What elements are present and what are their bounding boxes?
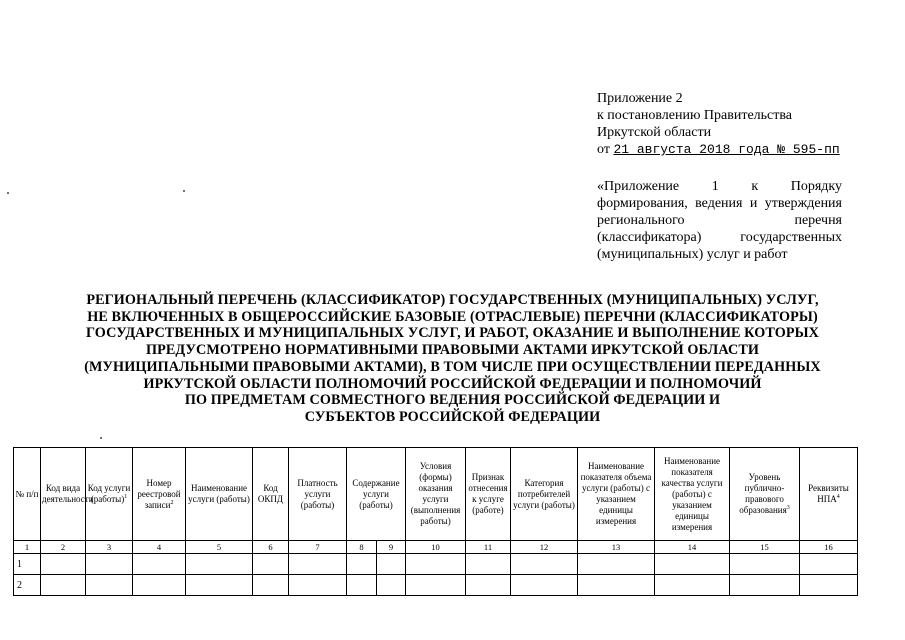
table-cell [186,575,253,596]
table-cell [466,554,511,575]
header-cell: Код вида деятельности [41,448,86,541]
table-cell [377,554,406,575]
column-number-row [14,541,858,554]
column-number: 5 [186,541,253,554]
header-cell: Наименование показателя качества услуги (работы) с указанием единицы измерения [655,448,730,541]
appendix2-block [597,90,842,158]
header-cell: Номер реестровой записи$^2$ [133,448,186,541]
column-number: 11 [466,541,511,554]
document-title [40,292,865,426]
table-cell [730,575,800,596]
title-line: СУБЪЕКТОВ РОССИЙСКОЙ ФЕДЕРАЦИИ [304,408,601,425]
header-cell: Уровень публично-правового образования$^3$ [730,448,800,541]
table-header-row [14,448,858,541]
title-line: ПРЕДУСМОТРЕНО НОРМАТИВНЫМИ ПРАВОВЫМИ АКТАМИ ИРКУТСКОЙ ОБЛАСТИ [145,342,760,359]
column-number: 7 [289,541,347,554]
scan-speck [7,192,9,194]
table-cell [406,554,466,575]
date-value: 21 августа 2018 года № 595-пп [613,142,840,157]
header-cell: Код услуги (работы)$^1$ [86,448,133,541]
classifier-table [13,447,858,596]
table-cell [347,554,377,575]
header-cell: Реквизиты НПА$^4$ [800,448,858,541]
table-cell [347,575,377,596]
table-cell [800,554,858,575]
appendix1-block: «Приложение 1 к Порядку формирования, ведения и утверждения регионального перечня (классификатора) государственных (муниципальных) услуг и работ [597,179,842,262]
table-cell [133,575,186,596]
table-cell [41,575,86,596]
table-cell [289,554,347,575]
table-cell [730,554,800,575]
title-line: ГОСУДАРСТВЕННЫХ И МУНИЦИПАЛЬНЫХ УСЛУГ, И РАБОТ, ОКАЗАНИЕ И ВЫПОЛНЕНИЕ КОТОРЫХ [86,325,819,342]
header-cell: № п/п [14,448,41,541]
scan-speck [100,437,102,439]
table-cell [511,554,578,575]
table-cell [406,575,466,596]
header-cell: Платность услуги (работы) [289,448,347,541]
table-cell [86,575,133,596]
title-line: НЕ ВКЛЮЧЕННЫХ В ОБЩЕРОССИЙСКИЕ БАЗОВЫЕ (ОТРАСЛЕВЫЕ) ПЕРЕЧНИ (КЛАССИФИКАТОРЫ) [87,308,818,325]
column-number: 15 [730,541,800,554]
title-line: ПО ПРЕДМЕТАМ СОВМЕСТНОГО ВЕДЕНИЯ РОССИЙСКОЙ ФЕДЕРАЦИИ И [184,392,721,409]
row-number: 1 [14,554,41,575]
table-cell [133,554,186,575]
column-number: 3 [86,541,133,554]
table-cell [578,554,655,575]
appendix2-line1: Приложение 2 [597,91,683,106]
table-cell [253,575,289,596]
table-cell [800,575,858,596]
table-cell [86,554,133,575]
table-cell [511,575,578,596]
column-number: 14 [655,541,730,554]
table-cell [655,554,730,575]
header-cell: Содержание услуги (работы) [347,448,406,541]
title-line: (МУНИЦИПАЛЬНЫМИ ПРАВОВЫМИ АКТАМИ), В ТОМ ЧИСЛЕ ПРИ ОСУЩЕСТВЛЕНИИ ПЕРЕДАННЫХ [84,358,821,375]
table-cell [466,575,511,596]
header-cell: Условия (формы) оказания услуги (выполнения работы) [406,448,466,541]
header-cell: Категория потребителей услуги (работы) [511,448,578,541]
title-line: РЕГИОНАЛЬНЫЙ ПЕРЕЧЕНЬ (КЛАССИФИКАТОР) ГОСУДАРСТВЕННЫХ (МУНИЦИПАЛЬНЫХ) УСЛУГ, [86,292,819,308]
column-number: 16 [800,541,858,554]
table-cell [289,575,347,596]
column-number: 13 [578,541,655,554]
row-number: 2 [14,575,41,596]
appendix2-date [597,141,842,158]
column-number: 12 [511,541,578,554]
column-number: 10 [406,541,466,554]
header-cell: Наименование показателя объема услуги (работы) с указанием единицы измерения [578,448,655,541]
column-number: 9 [377,541,406,554]
table-row [14,554,858,575]
column-number: 1 [14,541,41,554]
table-cell [377,575,406,596]
header-cell: Код ОКПД [253,448,289,541]
appendix2-line3: Иркутской области [597,125,712,140]
appendix2-line2: к постановлению Правительства [597,108,793,123]
title-line: ИРКУТСКОЙ ОБЛАСТИ ПОЛНОМОЧИЙ РОССИЙСКОЙ ФЕДЕРАЦИИ И ПОЛНОМОЧИЙ [143,375,762,392]
table-cell [186,554,253,575]
table-row [14,575,858,596]
table-cell [253,554,289,575]
column-number: 4 [133,541,186,554]
date-prefix: от [597,142,610,157]
table-cell [578,575,655,596]
table-cell [655,575,730,596]
column-number: 6 [253,541,289,554]
header-cell: Признак отнесения к услуге (работе) [466,448,511,541]
header-cell: Наименование услуги (работы) [186,448,253,541]
column-number: 2 [41,541,86,554]
column-number: 8 [347,541,377,554]
scan-speck [183,190,185,192]
table-cell [41,554,86,575]
